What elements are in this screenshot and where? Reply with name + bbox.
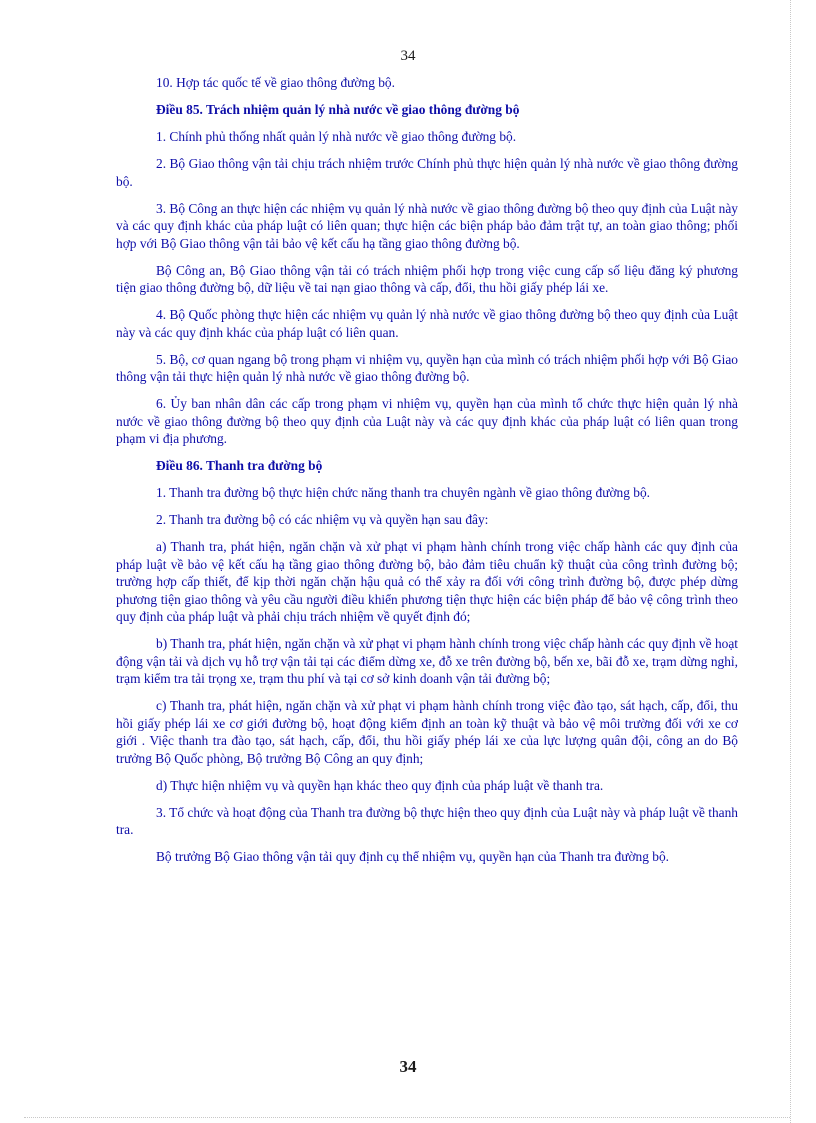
paragraph: 1. Chính phủ thống nhất quản lý nhà nước về giao thông đường bộ. — [156, 129, 517, 144]
paragraph: b) Thanh tra, phát hiện, ngăn chặn và xử phạt vi phạm hành chính trong việc chấp hành các quy định về hoạt động vận tải và dịch vụ hỗ trợ vận tải tại các điểm dừng xe, đỗ xe trên đường bộ, bến xe, bãi đỗ xe, trạm dừng nghỉ, trạm kiểm tra tải trọng xe, trạm thu phí và tại cơ sở kinh doanh vận tải đường bộ; — [116, 636, 738, 686]
paragraph: 4. Bộ Quốc phòng thực hiện các nhiệm vụ quản lý nhà nước về giao thông đường bộ theo quy định của Luật này và các quy định khác của pháp luật có liên quan. — [116, 307, 738, 340]
page-margin-guide-bottom — [24, 1117, 790, 1118]
paragraph: d) Thực hiện nhiệm vụ và quyền hạn khác theo quy định của pháp luật về thanh tra. — [156, 777, 604, 793]
paragraph: Bộ Công an, Bộ Giao thông vận tải có trách nhiệm phối hợp trong việc cung cấp số liệu đăng ký phương tiện giao thông đường bộ, dữ liệu về tai nạn giao thông và cấp, đổi, thu hồi giấy phép lái xe. — [116, 262, 738, 295]
page-margin-guide-right — [790, 0, 791, 1123]
page-number-top: 34 — [400, 48, 416, 64]
paragraph: 6. Ủy ban nhân dân các cấp trong phạm vi nhiệm vụ, quyền hạn của mình tổ chức thực hiện quản lý nhà nước về giao thông đường bộ theo quy định của Luật này và các quy định khác của pháp luật có liên quan trong phạm vi địa phương. — [116, 396, 738, 446]
paragraph: 1. Thanh tra đường bộ thực hiện chức năng thanh tra chuyên ngành về giao thông đường bộ. — [156, 485, 651, 500]
paragraph: a) Thanh tra, phát hiện, ngăn chặn và xử phạt vi phạm hành chính trong việc chấp hành các quy định của pháp luật về bảo vệ kết cấu hạ tầng giao thông đường bộ, bảo đảm tiêu chuẩn kỹ thuật của công trình đường bộ; trường hợp cấp thiết, để kịp thời ngăn chặn hậu quả có thể xảy ra đối với công trình đường bộ, được phép dừng phương tiện giao thông và yêu cầu người điều khiển phương tiện thực hiện các biện pháp để bảo vệ công trình theo quy định của pháp luật và phải chịu trách nhiệm về quyết định đó; — [116, 539, 738, 624]
paragraph: c) Thanh tra, phát hiện, ngăn chặn và xử phạt vi phạm hành chính trong việc đào tạo, sát hạch, cấp, đổi, thu hồi giấy phép lái xe cơ giới đường bộ, hoạt động kiểm định an toàn kỹ thuật và bảo vệ môi trường đối với xe cơ giới . Việc thanh tra đào tạo, sát hạch, cấp, đổi, thu hồi giấy phép lái xe của lực lượng quân đội, công an do Bộ trưởng Bộ Quốc phòng, Bộ trưởng Bộ Công an quy định; — [116, 698, 738, 766]
document-body — [116, 74, 738, 875]
paragraph: 10. Hợp tác quốc tế về giao thông đường bộ. — [156, 75, 395, 90]
page-number-bottom: 34 — [399, 1057, 417, 1076]
article-heading-85: Điều 85. Trách nhiệm quản lý nhà nước về giao thông đường bộ — [156, 102, 520, 117]
paragraph: Bộ trưởng Bộ Giao thông vận tải quy định cụ thể nhiệm vụ, quyền hạn của Thanh tra đường bộ. — [156, 849, 670, 864]
paragraph: 2. Bộ Giao thông vận tải chịu trách nhiệm trước Chính phủ thực hiện quản lý nhà nước về giao thông đường bộ. — [116, 156, 738, 189]
paragraph: 3. Bộ Công an thực hiện các nhiệm vụ quản lý nhà nước về giao thông đường bộ theo quy định của Luật này và các quy định khác của pháp luật có liên quan; thực hiện các biện pháp bảo đảm trật tự, an toàn giao thông; phối hợp với Bộ Giao thông vận tải bảo vệ kết cấu hạ tầng giao thông đường bộ. — [116, 200, 738, 251]
paragraph: 3. Tổ chức và hoạt động của Thanh tra đường bộ thực hiện theo quy định của Luật này và pháp luật về thanh tra. — [116, 804, 738, 837]
paragraph: 5. Bộ, cơ quan ngang bộ trong phạm vi nhiệm vụ, quyền hạn của mình có trách nhiệm phối hợp với Bộ Giao thông vận tải thực hiện quản lý nhà nước về giao thông đường bộ. — [116, 351, 738, 384]
article-heading-86: Điều 86. Thanh tra đường bộ — [156, 458, 323, 473]
paragraph: 2. Thanh tra đường bộ có các nhiệm vụ và quyền hạn sau đây: — [156, 512, 489, 527]
